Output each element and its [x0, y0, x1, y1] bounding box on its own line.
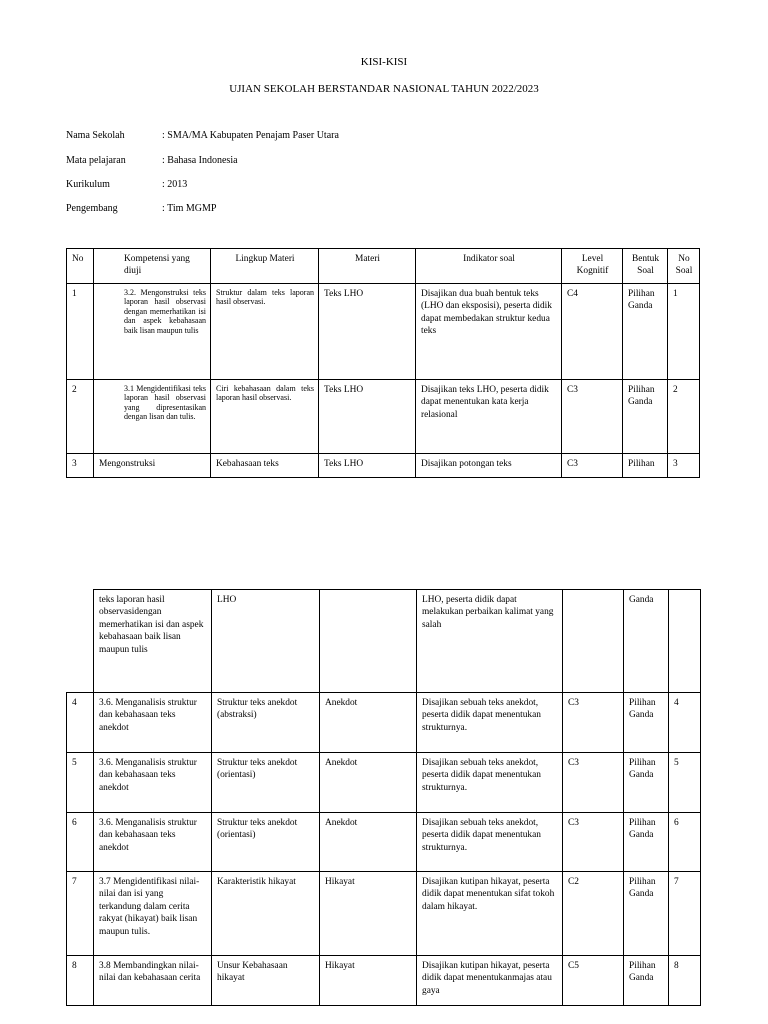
cell-level: C3	[562, 454, 623, 478]
document-subtitle: UJIAN SEKOLAH BERSTANDAR NASIONAL TAHUN 2022/2023	[229, 83, 539, 95]
cell-materi: Teks LHO	[319, 284, 416, 380]
table-row	[67, 813, 701, 872]
meta-value: : 2013	[162, 179, 188, 190]
cell-kompetensi: 3.8 Membandingkan nilai-nilai dan kebahasaan cerita	[94, 956, 212, 1006]
table-row	[67, 956, 701, 1006]
kisi-table-page2-body	[66, 692, 701, 1006]
cell-bentuk: Pilihan Ganda	[624, 956, 669, 1006]
header-nosoal: No Soal	[668, 249, 700, 284]
table-row	[67, 284, 700, 380]
cell-nosoal: 6	[669, 813, 701, 872]
cell-indikator: Disajikan kutipan hikayat, peserta didik dapat menentukanmajas atau gaya	[417, 956, 563, 1006]
cell-level: C3	[563, 693, 624, 753]
meta-value: : Bahasa Indonesia	[162, 155, 238, 166]
cell-materi: Anekdot	[320, 813, 417, 872]
cell-indikator: Disajikan teks LHO, peserta didik dapat menentukan kata kerja relasional	[416, 380, 562, 454]
cell-level: C3	[563, 753, 624, 813]
cell-materi	[320, 590, 417, 693]
table-row	[67, 753, 701, 813]
cell-lingkup: Struktur teks anekdot (orientasi)	[212, 813, 320, 872]
cell-no: 7	[67, 872, 94, 956]
cell-bentuk: Pilihan Ganda	[624, 693, 669, 753]
cell-no: 4	[67, 693, 94, 753]
cell-level: C3	[562, 380, 623, 454]
cell-bentuk: Ganda	[624, 590, 669, 693]
cell-bentuk: Pilihan Ganda	[623, 380, 668, 454]
cell-no: 2	[67, 380, 94, 454]
header-level: Level Kognitif	[562, 249, 623, 284]
cell-nosoal: 4	[669, 693, 701, 753]
cell-kompetensi: 3.7 Mengidentifikasi nilai-nilai dan isi yang terkandung dalam cerita rakyat (hikayat) baik lisan maupun tulis.	[94, 872, 212, 956]
cell-level: C4	[562, 284, 623, 380]
table-row	[67, 454, 700, 478]
cell-indikator: Disajikan sebuah teks anekdot, peserta didik dapat menentukan strukturnya.	[417, 693, 563, 753]
header-lingkup: Lingkup Materi	[211, 249, 319, 284]
meta-label: Pengembang	[66, 203, 118, 214]
meta-label: Mata pelajaran	[66, 155, 126, 166]
cell-lingkup: LHO	[212, 590, 320, 693]
table-header-row	[67, 249, 700, 284]
cell-nosoal: 1	[668, 284, 700, 380]
cell-materi: Teks LHO	[319, 380, 416, 454]
cell-level	[563, 590, 624, 693]
meta-label: Nama Sekolah	[66, 130, 125, 141]
cell-lingkup: Karakteristik hikayat	[212, 872, 320, 956]
cell-kompetensi: teks laporan hasil observasidengan memerhatikan isi dan aspek kebahasaan baik lisan maupun tulis	[94, 590, 212, 693]
cell-no: 1	[67, 284, 94, 380]
cell-bentuk: Pilihan Ganda	[624, 753, 669, 813]
cell-level: C5	[563, 956, 624, 1006]
cell-lingkup: Struktur teks anekdot (abstraksi)	[212, 693, 320, 753]
cell-materi: Hikayat	[320, 956, 417, 1006]
cell-indikator: Disajikan kutipan hikayat, peserta didik dapat menentukan sifat tokoh dalam hikayat.	[417, 872, 563, 956]
header-kompetensi: Kompetensi yang diuji	[94, 249, 211, 284]
cell-lingkup: Ciri kebahasaan dalam teks laporan hasil observasi.	[211, 380, 319, 454]
cell-indikator: Disajikan potongan teks	[416, 454, 562, 478]
cell-materi: Teks LHO	[319, 454, 416, 478]
meta-value: : SMA/MA Kabupaten Penajam Paser Utara	[162, 130, 339, 141]
cell-materi: Anekdot	[320, 693, 417, 753]
cell-nosoal: 3	[668, 454, 700, 478]
cell-indikator: Disajikan sebuah teks anekdot, peserta didik dapat menentukan strukturnya.	[417, 813, 563, 872]
cell-kompetensi: 3.6. Menganalisis struktur dan kebahasaan teks anekdot	[94, 753, 212, 813]
cell-materi: Hikayat	[320, 872, 417, 956]
meta-value: : Tim MGMP	[162, 203, 217, 214]
cell-lingkup: Unsur Kebahasaan hikayat	[212, 956, 320, 1006]
cell-bentuk: Pilihan Ganda	[624, 872, 669, 956]
cell-kompetensi: 3.6. Menganalisis struktur dan kebahasaan teks anekdot	[94, 813, 212, 872]
meta-label: Kurikulum	[66, 179, 110, 190]
cell-indikator: Disajikan sebuah teks anekdot, peserta didik dapat menentukan strukturnya.	[417, 753, 563, 813]
cell-indikator: LHO, peserta didik dapat melakukan perbaikan kalimat yang salah	[417, 590, 563, 693]
cell-no: 3	[67, 454, 94, 478]
cell-bentuk: Pilihan Ganda	[623, 284, 668, 380]
cell-kompetensi: Mengonstruksi	[94, 454, 211, 478]
cell-no: 8	[67, 956, 94, 1006]
cell-no: 5	[67, 753, 94, 813]
cell-nosoal: 2	[668, 380, 700, 454]
cell-materi: Anekdot	[320, 753, 417, 813]
cell-nosoal	[669, 590, 701, 693]
cell-bentuk: Pilihan	[623, 454, 668, 478]
table-row	[67, 872, 701, 956]
cell-lingkup: Kebahasaan teks	[211, 454, 319, 478]
cell-kompetensi: 3.1 Mengidentifikasi teks laporan hasil observasi yang dipresentasikan dengan lisan dan tulis.	[94, 380, 211, 454]
kisi-table-page1	[66, 248, 700, 478]
table-row	[67, 380, 700, 454]
document-title: KISI-KISI	[360, 56, 408, 68]
cell-nosoal: 7	[669, 872, 701, 956]
cell-nosoal: 8	[669, 956, 701, 1006]
header-no: No	[67, 249, 94, 284]
header-materi: Materi	[319, 249, 416, 284]
header-indikator: Indikator soal	[416, 249, 562, 284]
cell-no: 6	[67, 813, 94, 872]
cell-indikator: Disajikan dua buah bentuk teks (LHO dan eksposisi), peserta didik dapat membedakan struktur kedua teks	[416, 284, 562, 380]
cell-kompetensi: 3.6. Menganalisis struktur dan kebahasaan teks anekdot	[94, 693, 212, 753]
cell-lingkup: Struktur teks anekdot (orientasi)	[212, 753, 320, 813]
kisi-table-page2	[93, 589, 701, 693]
cell-level: C2	[563, 872, 624, 956]
table-row	[94, 590, 701, 693]
cell-lingkup: Struktur dalam teks laporan hasil observasi.	[211, 284, 319, 380]
header-bentuk: Bentuk Soal	[623, 249, 668, 284]
cell-nosoal: 5	[669, 753, 701, 813]
table-row	[67, 693, 701, 753]
cell-bentuk: Pilihan Ganda	[624, 813, 669, 872]
cell-kompetensi: 3.2. Mengonstruksi teks laporan hasil observasi dengan memerhatikan isi dan aspek kebahasaan baik lisan maupun tulis	[94, 284, 211, 380]
cell-level: C3	[563, 813, 624, 872]
